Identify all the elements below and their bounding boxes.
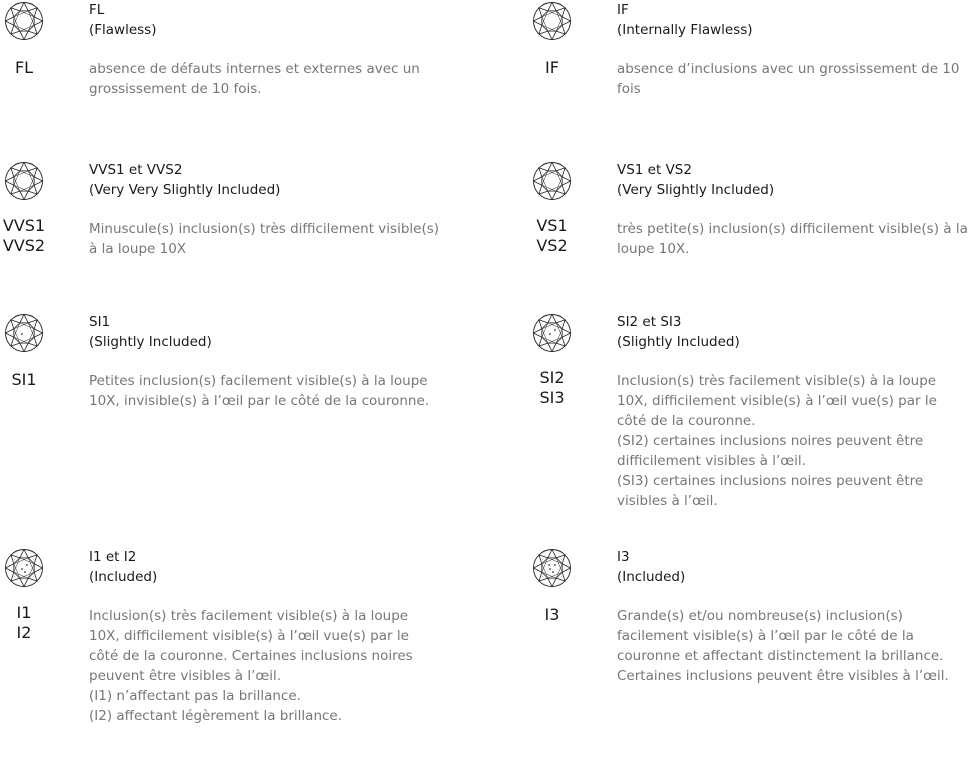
grade-description — [617, 59, 968, 99]
grade-title-code: FL — [89, 2, 105, 18]
grade-title-code: SI2 et SI3 — [617, 314, 682, 330]
grade-title-code: VVS1 et VVS2 — [89, 162, 183, 178]
grade-title — [89, 312, 212, 352]
grade-label — [528, 58, 576, 78]
diamond-icon — [532, 1, 572, 41]
grade-title — [617, 312, 740, 352]
grade-title-code: I3 — [617, 549, 630, 565]
inclusion-dot — [24, 571, 26, 573]
grade-label — [0, 58, 48, 78]
grade-code: SI2 — [539, 368, 565, 387]
inclusion-dot — [549, 568, 551, 570]
grade-title-name: (Flawless) — [89, 22, 157, 38]
description-line: grossissement de 10 fois. — [89, 81, 262, 97]
diamond-icon — [532, 548, 572, 588]
grade-code: IF — [545, 58, 559, 77]
grade-code: SI1 — [11, 370, 37, 389]
description-line: (SI2) certaines inclusions noires peuvent être — [617, 433, 924, 449]
inclusion-dot — [21, 568, 23, 570]
grade-label — [528, 605, 576, 625]
diamond-icon — [4, 1, 44, 41]
grade-title-code: VS1 et VS2 — [617, 162, 692, 178]
grade-code: SI3 — [539, 388, 565, 407]
description-line: (I2) affectant légèrement la brillance. — [89, 708, 343, 724]
grade-code: I2 — [16, 623, 32, 642]
grade-description — [617, 219, 968, 259]
grade-code: I1 — [16, 603, 32, 622]
description-line: Grande(s) et/ou nombreuse(s) inclusion(s) — [617, 608, 903, 624]
grade-title-code: IF — [617, 2, 629, 18]
description-line: à la loupe 10X — [89, 241, 187, 257]
grade-description — [89, 606, 444, 726]
description-line: visibles à l’œil. — [617, 493, 718, 509]
diamond-icon-svg — [532, 161, 572, 201]
description-line: (I1) n’affectant pas la brillance. — [89, 688, 301, 704]
grade-title-name: (Included) — [617, 569, 686, 585]
inclusion-dot — [26, 564, 28, 566]
diamond-icon-svg — [4, 161, 44, 201]
diamond-icon-svg — [532, 1, 572, 41]
diamond-icon — [4, 161, 44, 201]
grade-title-code: I1 et I2 — [89, 549, 137, 565]
grade-code: VVS1 — [2, 216, 46, 235]
description-line: 10X, difficilement visible(s) à l’œil vue(s) par le — [89, 628, 409, 644]
grade-label — [528, 216, 576, 256]
grade-title — [89, 160, 280, 200]
grade-title — [89, 547, 157, 587]
grade-title — [617, 547, 685, 587]
grade-title-name: (Very Slightly Included) — [617, 182, 775, 198]
grade-title — [89, 0, 157, 40]
description-line: absence de défauts internes et externes avec un — [89, 61, 420, 77]
diamond-icon — [4, 313, 44, 353]
grade-description — [89, 371, 444, 411]
grade-title-name: (Slightly Included) — [617, 334, 740, 350]
inclusion-dot — [548, 564, 550, 566]
grade-title — [617, 160, 774, 200]
inclusion-dot — [552, 571, 554, 573]
grade-label — [0, 603, 48, 643]
description-line: difficilement visibles à l’œil. — [617, 453, 806, 469]
inclusion-dot — [549, 333, 551, 335]
grade-title — [617, 0, 753, 40]
inclusion-dot — [21, 333, 23, 335]
inclusion-dot — [554, 564, 556, 566]
description-line: facilement visible(s) à l’œil par le côté de la — [617, 628, 914, 644]
grade-description — [617, 606, 968, 686]
grade-code: VS2 — [536, 236, 568, 255]
description-line: peuvent être visibles à l’œil. — [89, 668, 281, 684]
description-line: 10X, difficilement visible(s) à l’œil vue(s) par le — [617, 393, 937, 409]
description-line: Inclusion(s) très facilement visible(s) à la loupe — [617, 373, 937, 389]
grade-description — [89, 59, 444, 99]
diamond-icon-svg — [4, 1, 44, 41]
description-line: (SI3) certaines inclusions noires peuvent être — [617, 473, 924, 489]
grade-title-name: (Very Very Slightly Included) — [89, 182, 281, 198]
grade-title-name: (Internally Flawless) — [617, 22, 753, 38]
grade-title-name: (Slightly Included) — [89, 334, 212, 350]
grade-code: VS1 — [536, 216, 568, 235]
grade-code: FL — [14, 58, 34, 77]
grade-label — [0, 370, 48, 390]
description-line: loupe 10X. — [617, 241, 690, 257]
description-line: absence d’inclusions avec un grossissement de 10 — [617, 61, 960, 77]
diamond-icon — [4, 548, 44, 588]
diamond-icon — [532, 161, 572, 201]
diamond-icon-svg — [4, 313, 44, 353]
description-line: côté de la couronne. Certaines inclusions noires — [89, 648, 413, 664]
diamond-icon-svg — [532, 548, 572, 588]
diamond-icon — [532, 313, 572, 353]
description-line: 10X, invisible(s) à l’œil par le côté de la couronne. — [89, 393, 430, 409]
grade-description — [89, 219, 444, 259]
grade-title-name: (Included) — [89, 569, 158, 585]
description-line: Petites inclusion(s) facilement visible(s) à la loupe — [89, 373, 428, 389]
diamond-icon-svg — [4, 548, 44, 588]
description-line: fois — [617, 81, 641, 97]
description-line: côté de la couronne. — [617, 413, 756, 429]
description-line: Certaines inclusions peuvent être visibles à l’œil. — [617, 668, 949, 684]
inclusion-dot — [554, 329, 556, 331]
description-line: couronne et affectant distinctement la brillance. — [617, 648, 944, 664]
grade-code: I3 — [544, 605, 560, 624]
description-line: très petite(s) inclusion(s) difficilement visible(s) à la — [617, 221, 968, 237]
description-line: Minuscule(s) inclusion(s) très difficilement visible(s) — [89, 221, 440, 237]
description-line: Inclusion(s) très facilement visible(s) à la loupe — [89, 608, 409, 624]
grade-label — [528, 368, 576, 408]
grade-label — [0, 216, 48, 256]
grade-code: VVS2 — [2, 236, 46, 255]
diamond-icon-svg — [532, 313, 572, 353]
grade-description — [617, 371, 968, 511]
grade-title-code: SI1 — [89, 314, 111, 330]
